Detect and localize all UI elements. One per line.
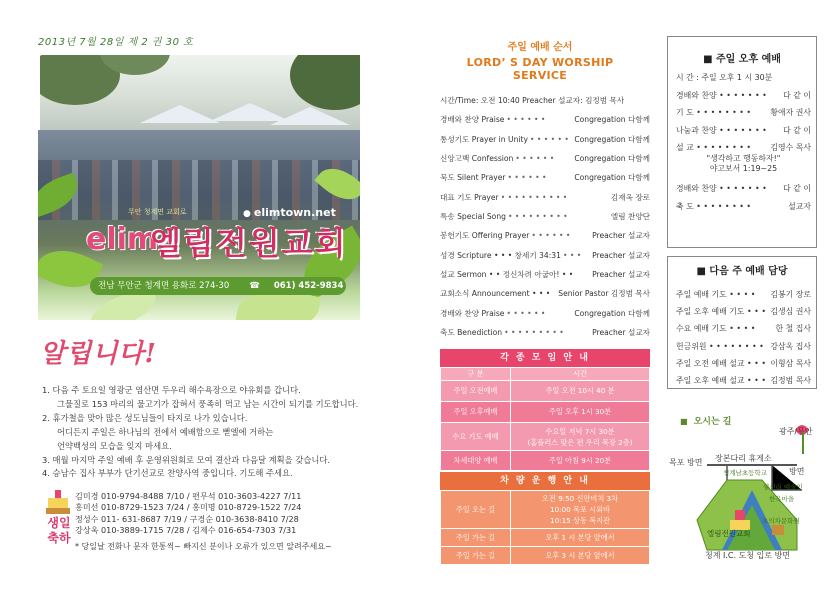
next-week-row: 헌금위원 • • • • • • • • 강삼옥 집사 <box>676 341 811 351</box>
next-week-title: ■ 다음 주 예배 담당 <box>696 266 788 277</box>
table-row <box>441 547 650 565</box>
service-title-korean: 주일 예배 순서 <box>507 42 573 53</box>
worship-order-row: 봉헌기도 Offering Prayer • • • • • • Preacher 설교자 <box>440 231 650 241</box>
church-phone: 061) 452-9834 <box>273 281 344 291</box>
birthday-footnote: * 당일날 전화나 문자 한통씩~ 빠지신 분이나 오류가 있으면 알려주세요~ <box>75 542 332 551</box>
table-cell <box>511 491 650 529</box>
worship-order-row: 경배와 찬양 Praise • • • • • • Congregation 다함께 <box>440 308 650 318</box>
map-label-village-2: 한옥마을 <box>769 495 795 503</box>
birthday-row: 김미경 010-9794-8488 7/10 / 편무석 010-3603-4227 7/11 <box>75 491 302 501</box>
announcement-detail: 언약백성의 모습을 잊지 마세요. <box>57 440 172 451</box>
table-row <box>441 381 650 402</box>
worship-order-list <box>440 91 650 342</box>
worship-order-row: 시간/Time: 오전 10:40 Preacher 설교자: 김정범 목사 <box>440 96 625 105</box>
phone-icon: ☎ <box>249 281 260 291</box>
afternoon-row: 경배와 찬양 • • • • • • • 다 같 이 <box>676 90 811 100</box>
column-header: 구 분 <box>441 368 511 381</box>
next-week-row: 주일 오전 예배 설교 • • • 이형삼 목사 <box>676 358 811 368</box>
announcement-item: 1. 다음 주 토요일 영광군 염산면 두우리 해수욕장으로 야유회를 갑니다. <box>42 385 301 395</box>
meetings-table <box>440 367 650 471</box>
afternoon-service-list <box>676 69 811 215</box>
service-title-english: LORD’ S DAY WORSHIP SERVICE <box>466 56 614 82</box>
afternoon-row: 나눔과 찬양 • • • • • • • 다 같 이 <box>676 125 811 135</box>
outdoor-photo <box>40 55 360 130</box>
worship-order-row: 통성기도 Prayer in Unity • • • • • • Congregation 다함께 <box>440 134 650 144</box>
worship-order-row: 묵도 Silent Prayer • • • • • • Congregation 다함께 <box>440 173 650 183</box>
afternoon-row: 기 도 • • • • • • • • 황애자 권사 <box>676 108 811 118</box>
church-banner <box>38 130 360 320</box>
next-week-row: 수요 예배 기도 • • • • 한 철 집사 <box>676 324 811 334</box>
next-week-row: 주일 예배 기도 • • • • 김봉기 장로 <box>676 290 811 299</box>
table-cell: 주일 오후예배 <box>441 402 511 423</box>
afternoon-service-title: ■ 주일 오후 예배 <box>703 54 781 65</box>
column-header: 시간 <box>511 368 650 381</box>
map-label-tea-museum: 초의차문화원 <box>762 517 800 525</box>
table-header-row <box>441 368 650 381</box>
birthday-label: 생일 축하 <box>47 516 71 545</box>
worship-order-row: 축도 Benediction • • • • • • • • • Preacher 설교자 <box>440 328 650 338</box>
afternoon-row: 설 교 • • • • • • • • 김영수 목사 <box>676 143 811 153</box>
worship-order-row: 설교 Sermon • • 정신차려 아굽아! • • Preacher 설교자 <box>440 270 650 280</box>
birthday-row: 홍미선 010-8729-1523 7/24 / 홍미명 010-8729-1522 7/24 <box>75 502 302 513</box>
afternoon-row: 축 도 • • • • • • • • 설교자 <box>676 201 811 211</box>
table-cell: 수요 기도 예배 <box>441 423 511 451</box>
worship-order-row: 신앙고백 Confession • • • • • • Congregation 다함께 <box>440 154 650 164</box>
shuttle-heading: 차 량 운 행 안 내 <box>440 472 650 490</box>
worship-order-row: 성경 Scripture • • • 창세기 34:31 • • • Preacher 설교자 <box>440 250 650 260</box>
birthday-cake-icon <box>44 488 72 516</box>
table-row <box>441 402 650 423</box>
banner-address-bar <box>90 277 346 295</box>
table-cell: 오후 1 시 본당 앞에서 <box>511 529 650 547</box>
next-week-row: 주일 오후 예배 기도 • • • 김생심 권사 <box>676 307 811 317</box>
worship-order-row: 대표 기도 Prayer • • • • • • • • • • 김재옥 장로 <box>440 192 650 202</box>
table-row <box>441 451 650 471</box>
table-cell: 주일 가는 길 <box>441 547 511 565</box>
next-week-row: 주일 오후 예배 설교 • • • 김정범 목사 <box>676 375 811 385</box>
map-label-village: 월선리 예술인 <box>763 483 803 491</box>
map-label-mokpo: 목포 방면 <box>669 458 703 467</box>
worship-order-row: 특송 Special Song • • • • • • • • • 엘림 찬양단 <box>440 212 650 222</box>
table-cell: 주일 오후 1시 30분 <box>511 402 650 423</box>
afternoon-row: 시 간 : 주일 오후 1 시 30분 <box>676 73 773 82</box>
map-label-school: 청계남초등학교 <box>723 469 767 477</box>
announcements-heading: 알립니다! <box>40 339 157 369</box>
map-label-gwangju: 광주/무안 <box>779 427 813 436</box>
map-label-church: 엘림전원교회 <box>707 529 751 538</box>
table-cell-line: 수요일 저녁 7시 30분 <box>545 426 615 436</box>
church-address: 전남 무안군 청계면 용화로 274-30 <box>98 281 230 291</box>
announcement-detail: 어디든지 주일은 하나님의 전에서 예배함으로 뻗엘에 거하는 <box>57 426 274 437</box>
table-row <box>441 491 650 529</box>
worship-order-row: 교회소식 Announcement • • • Senior Pastor 김정범 목사 <box>440 289 650 299</box>
meetings-heading: 각 종 모 임 안 내 <box>440 349 650 367</box>
announcement-item: 2. 휴가철을 맞아 많은 성도님들이 타지로 나가 있습니다. <box>42 412 248 423</box>
elim-logo: elim <box>86 222 159 257</box>
birthday-list <box>75 491 301 537</box>
birthday-row: 강상옥 010-3889-1715 7/28 / 김제수 016-654-7303 7/31 <box>75 525 297 536</box>
banner-url: ● elimtown.net <box>243 206 336 219</box>
announcement-detail: 그물질로 153 마리의 물고기가 잡혀서 풍족히 먹고 남는 시간이 되기를 기도합니다. <box>57 398 359 409</box>
directions-map <box>667 410 827 585</box>
map-label-ic: 청계 I.C. 도청 입로 방면 <box>705 551 791 560</box>
table-cell: 오후 3 시 본당 앞에서 <box>511 547 650 565</box>
banner-tagline: 무안 청계면 교회로 <box>128 208 187 216</box>
table-cell-line: (홈플러스 맞은 편 우리 목장 2층) <box>527 437 633 447</box>
map-label-direction: 방면 <box>789 467 805 476</box>
sermon-title: "생각하고 행동하자!" 야고보서 1:19~25 <box>706 153 781 173</box>
directions-title: ■ 오시는 길 <box>680 414 731 427</box>
table-cell: 주일 오는 길 <box>441 491 511 529</box>
table-cell: 주일 오전 10시 40 분 <box>511 381 650 402</box>
table-row <box>441 529 650 547</box>
afternoon-row: 경배와 찬양 • • • • • • • 다 같 이 <box>676 183 811 193</box>
church-name: 엘림전원교회 <box>150 224 348 262</box>
announcement-list <box>42 384 372 481</box>
table-cell-line: 10:15 상동 복지관 <box>550 516 610 525</box>
table-row <box>441 423 650 451</box>
issue-date: 2013년 7월 28일 제 2 권 30 호 <box>38 37 194 48</box>
announcement-item: 3. 매월 마지막 주일 예배 후 운영위원회로 모여 결산과 다음달 계획을 갖습니다. <box>42 454 331 465</box>
next-week-list <box>676 286 811 389</box>
map-label-rest-area: 장본다리 휴게소 <box>715 454 772 463</box>
table-cell-line: 오전 9:50 신안비치 3차 <box>541 494 619 503</box>
shuttle-table <box>440 490 650 565</box>
table-cell-line: 10:00 목포 시외바 <box>550 505 610 514</box>
worship-order-row: 경배와 찬양 Praise • • • • • • Congregation 다함께 <box>440 115 650 125</box>
birthday-row: 정성수 011- 631-8687 7/19 / 구경순 010-3638-8410 7/28 <box>75 513 299 524</box>
table-cell: 주일 아침 9시 20분 <box>511 451 650 471</box>
table-cell <box>511 423 650 451</box>
table-cell: 주일 가는 길 <box>441 529 511 547</box>
announcement-item: 4. 승남수 집사 부부가 단기선교로 찬양사역 중입니다. 기도해 주세요. <box>42 468 293 479</box>
table-cell: 주일 오전예배 <box>441 381 511 402</box>
table-cell: 차세대양 예배 <box>441 451 511 471</box>
